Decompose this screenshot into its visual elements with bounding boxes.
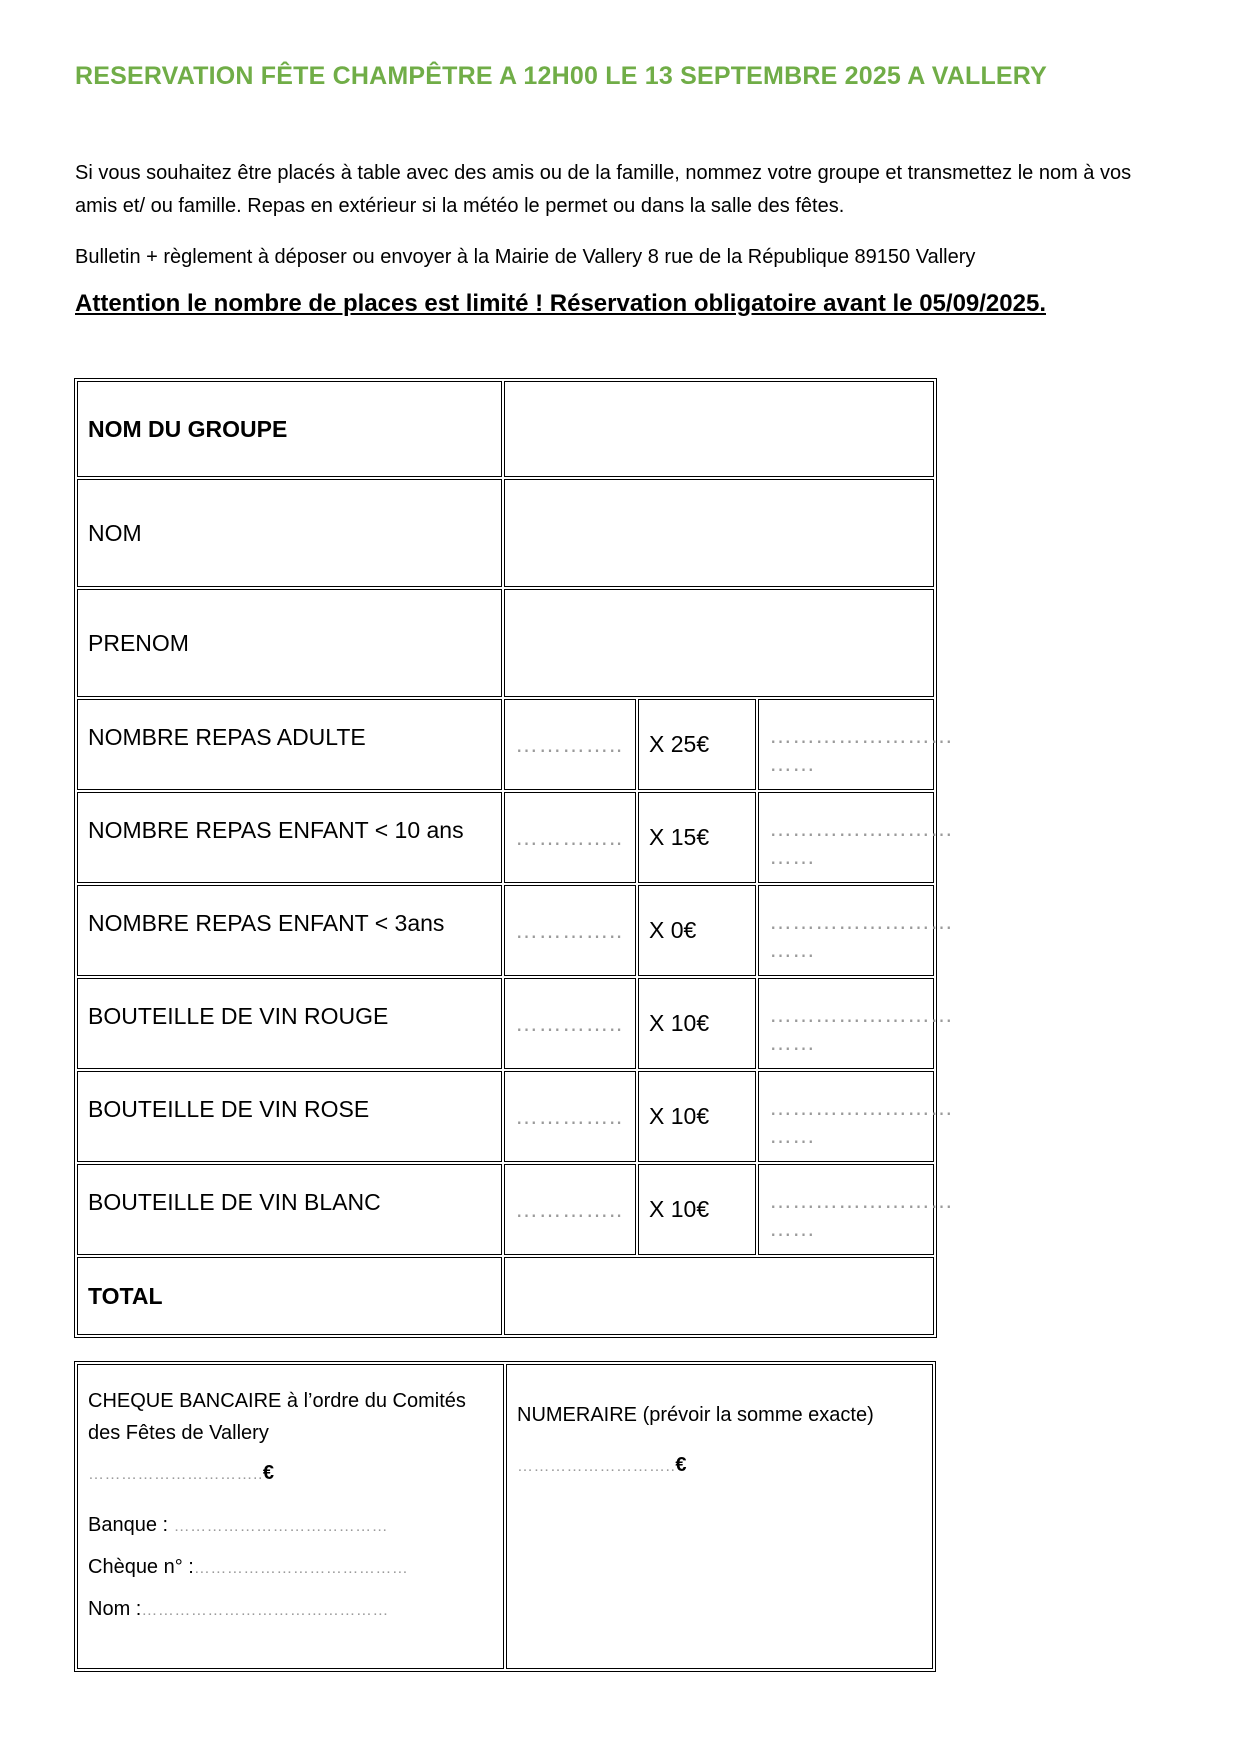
unit-price: X 10€ xyxy=(638,1164,756,1255)
cheque-number-label: Chèque n° : xyxy=(88,1556,194,1578)
holder-name-label: Nom : xyxy=(88,1598,142,1620)
group-row xyxy=(77,381,934,477)
holder-name-field[interactable] xyxy=(88,1593,493,1627)
cheque-payment-box[interactable] xyxy=(77,1364,504,1669)
euro-sign: € xyxy=(675,1454,687,1476)
cash-label: NUMERAIRE (prévoir la somme exacte) xyxy=(517,1404,874,1426)
intro-paragraph: Si vous souhaitez être placés à table avec des amis ou de la famille, nommez votre groupe et transmettez le nom à vos amis et/ ou famille. Repas en extérieur si la météo le permet ou dans la salle des fêtes. xyxy=(75,162,1132,217)
item-label: BOUTEILLE DE VIN ROSE xyxy=(77,1071,502,1162)
total-label: TOTAL xyxy=(77,1257,502,1335)
name-row xyxy=(77,479,934,587)
table-row xyxy=(77,1071,934,1162)
quantity-field[interactable]: ………….. xyxy=(504,792,636,883)
cheque-label: CHEQUE BANCAIRE à l’ordre du Comités des Fêtes de Vallery xyxy=(88,1390,466,1444)
bank-dots: ………………………………… xyxy=(173,1518,389,1535)
item-label: NOMBRE REPAS ENFANT < 3ans xyxy=(77,885,502,976)
firstname-row xyxy=(77,589,934,697)
item-label: BOUTEILLE DE VIN BLANC xyxy=(77,1164,502,1255)
holder-name-dots: ……………………………………… xyxy=(141,1602,389,1619)
table-row xyxy=(77,1164,934,1255)
subtotal-field[interactable]: …………………… …… xyxy=(758,1071,934,1162)
subtotal-field[interactable]: …………………… …… xyxy=(758,885,934,976)
first-name-label: PRENOM xyxy=(77,589,502,697)
page-title: RESERVATION FÊTE CHAMPÊTRE A 12H00 LE 13 SEPTEMBRE 2025 A VALLERY xyxy=(75,62,1048,90)
last-name-field[interactable] xyxy=(504,479,934,587)
cheque-amount-dots: ………………………….. xyxy=(88,1466,263,1483)
bank-field[interactable] xyxy=(88,1509,493,1543)
item-label: NOMBRE REPAS ADULTE xyxy=(77,699,502,790)
table-row xyxy=(77,699,934,790)
quantity-field[interactable]: ………….. xyxy=(504,1164,636,1255)
last-name-label: NOM xyxy=(77,479,502,587)
group-name-label: NOM DU GROUPE xyxy=(77,381,502,477)
bank-label: Banque : xyxy=(88,1514,169,1536)
total-field[interactable] xyxy=(504,1257,934,1335)
cheque-amount[interactable] xyxy=(88,1457,493,1491)
quantity-field[interactable]: ………….. xyxy=(504,885,636,976)
unit-price: X 10€ xyxy=(638,1071,756,1162)
cheque-number-field[interactable] xyxy=(88,1551,493,1585)
unit-price: X 25€ xyxy=(638,699,756,790)
reservation-form-table xyxy=(74,378,953,1338)
subtotal-field[interactable]: …………………… …… xyxy=(758,699,934,790)
unit-price: X 0€ xyxy=(638,885,756,976)
group-name-field[interactable] xyxy=(504,381,934,477)
unit-price: X 10€ xyxy=(638,978,756,1069)
table-row xyxy=(77,885,934,976)
item-label: NOMBRE REPAS ENFANT < 10 ans xyxy=(77,792,502,883)
deadline-warning: Attention le nombre de places est limité ! Réservation obligatoire avant le 05/09/2025. xyxy=(75,290,1046,317)
subtotal-field[interactable]: …………………… …… xyxy=(758,1164,934,1255)
subtotal-field[interactable]: …………………… …… xyxy=(758,978,934,1069)
cheque-number-dots: ………………………………… xyxy=(193,1560,409,1577)
quantity-field[interactable]: ………….. xyxy=(504,699,636,790)
item-label: BOUTEILLE DE VIN ROUGE xyxy=(77,978,502,1069)
cash-amount-dots: ……………………….. xyxy=(517,1458,676,1475)
euro-sign: € xyxy=(262,1462,275,1484)
cash-amount[interactable] xyxy=(517,1449,922,1483)
quantity-field[interactable]: ………….. xyxy=(504,1071,636,1162)
unit-price: X 15€ xyxy=(638,792,756,883)
table-row xyxy=(77,978,934,1069)
payment-table xyxy=(74,1361,936,1672)
table-row xyxy=(77,792,934,883)
subtotal-field[interactable]: …………………… …… xyxy=(758,792,934,883)
total-row xyxy=(77,1257,934,1335)
quantity-field[interactable]: ………….. xyxy=(504,978,636,1069)
cash-payment-box[interactable] xyxy=(506,1364,933,1669)
first-name-field[interactable] xyxy=(504,589,934,697)
submission-instructions: Bulletin + règlement à déposer ou envoyer à la Mairie de Vallery 8 rue de la République 89150 Vallery xyxy=(75,246,976,268)
